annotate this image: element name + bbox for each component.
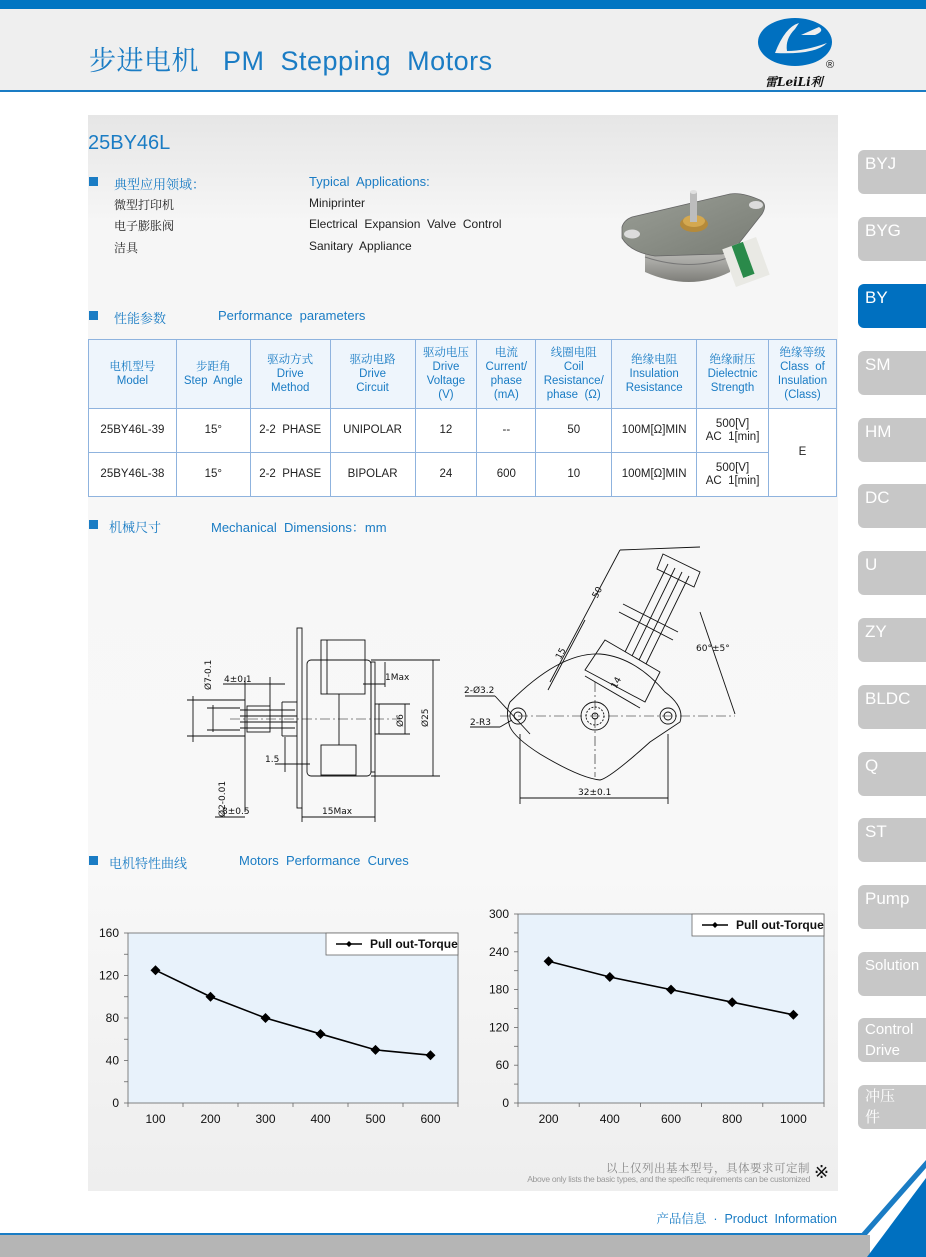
- column-header-cn: 绝缘电阻: [631, 354, 678, 366]
- x-tick-label: 600: [660, 1112, 682, 1126]
- footer-band: [0, 1235, 870, 1257]
- sidebar-tab-solution[interactable]: [858, 952, 926, 996]
- dim-pin-dia: Ø2-0.01: [218, 780, 228, 817]
- x-tick-label: 800: [722, 1112, 743, 1126]
- column-header-en: (mA): [493, 389, 519, 401]
- column-header-en: Circuit: [356, 382, 389, 394]
- sidebar-tab-label: Control Drive: [865, 1021, 914, 1059]
- dim-flange-gap: 1.5: [265, 755, 280, 765]
- cell-drive-circuit: BIPOLAR: [330, 453, 415, 497]
- column-header-en: Drive: [359, 368, 386, 380]
- x-tick-label: 400: [310, 1112, 331, 1126]
- dim-lead-len: 50: [590, 585, 606, 601]
- column-header-en: (Class): [784, 389, 821, 401]
- cell-dielectric-strength: [697, 409, 769, 453]
- table-row: [89, 409, 837, 453]
- column-header-cn: 电机型号: [109, 361, 156, 373]
- logo-wordmark: 雷LeiLi利: [765, 75, 823, 89]
- dim-body-dia: Ø25: [421, 708, 431, 727]
- sidebar-tab-label: DC: [865, 488, 890, 507]
- performance-heading-en: Performance parameters: [218, 308, 366, 323]
- sidebar-tab-label: BY: [865, 288, 888, 307]
- customization-note-en: Above only lists the basic types, and the specific requirements can be customized: [527, 1174, 810, 1184]
- dim-shaft-len: 8±0.5: [222, 807, 250, 817]
- cell-current: --: [477, 409, 536, 453]
- column-header-en: Insulation: [629, 368, 679, 380]
- table-row: [89, 453, 837, 497]
- section-bullet-icon: [89, 520, 98, 529]
- column-header-en: phase (Ω): [546, 389, 601, 401]
- column-header: [697, 340, 769, 409]
- column-header-en: Step Angle: [183, 375, 243, 387]
- sidebar-tab-label: Pump: [865, 889, 910, 908]
- dim-back-gap: 1Max: [385, 673, 410, 683]
- column-header-cn: 绝缘等级: [779, 347, 826, 359]
- sidebar-tab-label: Q: [865, 756, 879, 775]
- performance-table: [88, 339, 837, 497]
- company-logo: [755, 15, 845, 93]
- section-bullet-icon: [89, 856, 98, 865]
- cell-insulation-resistance: 100M[Ω]MIN: [612, 453, 697, 497]
- application-en: Electrical Expansion Valve Control: [309, 217, 502, 231]
- corner-decoration: [855, 1160, 926, 1257]
- dim-connector-offset: 15: [554, 646, 569, 662]
- column-header-cn: 步距角: [196, 361, 231, 373]
- applications-heading-en: Typical Applications:: [309, 174, 430, 189]
- x-tick-label: 300: [255, 1112, 276, 1126]
- dim-angle: 60°±5°: [696, 644, 730, 654]
- application-cn: 洁具: [114, 241, 139, 255]
- sidebar-tab-label: BLDC: [865, 689, 911, 708]
- y-tick-label: 240: [488, 944, 509, 959]
- sidebar-tab-label: 冲压件: [865, 1088, 896, 1126]
- sidebar-tab-control-drive[interactable]: [858, 1018, 926, 1062]
- sidebar-tab-dc[interactable]: [858, 484, 926, 528]
- column-header-cn: 驱动电路: [349, 354, 396, 366]
- sidebar-tab-label: ZY: [865, 622, 887, 641]
- column-header-en: phase: [490, 375, 522, 387]
- y-tick-label: 0: [112, 1096, 119, 1110]
- x-tick-label: 400: [599, 1112, 620, 1126]
- plot-area: [518, 914, 824, 1103]
- column-header: [612, 340, 697, 409]
- column-header-cn: 电流: [494, 347, 518, 359]
- torque-chart-1: [90, 920, 465, 1135]
- column-header-en: Dielectnic: [707, 368, 758, 380]
- dim-hub-len: 4±0.1: [224, 675, 252, 685]
- column-header-en: Insulation: [777, 375, 828, 387]
- sidebar-tab-u[interactable]: [858, 551, 926, 595]
- column-header-en: Drive: [276, 368, 304, 380]
- column-header-en: Strength: [710, 382, 755, 394]
- sidebar-tab-zy[interactable]: [858, 618, 926, 662]
- registered-mark: ®: [826, 59, 835, 71]
- column-header: [415, 340, 477, 409]
- x-tick-label: 500: [365, 1112, 386, 1126]
- column-header: [330, 340, 415, 409]
- column-header: [477, 340, 536, 409]
- dielectric-duration: AC 1[min]: [705, 474, 760, 487]
- cell-insulation-class: E: [769, 409, 837, 497]
- sidebar-tab-冲压件[interactable]: [858, 1085, 926, 1129]
- sidebar-tab-st[interactable]: [858, 818, 926, 862]
- y-tick-label: 300: [488, 907, 509, 921]
- dim-hole-spacing: 32±0.1: [578, 788, 612, 798]
- sidebar-tab-label: ST: [865, 822, 887, 841]
- column-header-en: Resistance: [625, 382, 683, 394]
- dim-shaft-dia: Ø7-0.1: [204, 659, 214, 690]
- x-tick-label: 200: [538, 1112, 559, 1126]
- column-header: [176, 340, 250, 409]
- column-header-en: Drive: [432, 361, 460, 373]
- y-tick-label: 40: [105, 1053, 119, 1068]
- curves-heading-en: Motors Performance Curves: [239, 853, 409, 868]
- x-tick-label: 600: [420, 1112, 441, 1126]
- x-tick-label: 100: [145, 1112, 166, 1126]
- reference-mark-icon: ※: [814, 1162, 830, 1182]
- sidebar-tab-label: BYJ: [865, 154, 897, 173]
- sidebar-tab-byg[interactable]: [858, 217, 926, 261]
- application-cn: 电子膨胀阀: [114, 219, 175, 233]
- motor-photo: [610, 172, 780, 287]
- y-tick-label: 80: [105, 1011, 119, 1025]
- sidebar-tab-sm[interactable]: [858, 351, 926, 395]
- cell-model: 25BY46L-39: [89, 409, 177, 453]
- product-information-link[interactable]: 产品信息 · Product Information: [656, 1212, 837, 1226]
- column-header-cn: 线圈电阻: [550, 347, 597, 359]
- sidebar-tab-label: U: [865, 555, 878, 574]
- cell-drive-method: 2-2 PHASE: [250, 453, 330, 497]
- dim-width: 14: [609, 675, 625, 691]
- cell-drive-method: 2-2 PHASE: [250, 409, 330, 453]
- column-header-en: Model: [116, 375, 149, 387]
- column-header-en: (V): [438, 389, 454, 401]
- page-header: [0, 9, 926, 92]
- sidebar-tab-q[interactable]: [858, 752, 926, 796]
- dim-body-len: 15Max: [322, 807, 353, 817]
- column-header-en: Voltage: [426, 375, 466, 387]
- sidebar-tab-label: BYG: [865, 221, 901, 240]
- sidebar-tab-label: SM: [865, 355, 891, 374]
- cell-dielectric-strength: [697, 453, 769, 497]
- column-header-en: Resistance/: [543, 375, 604, 387]
- cell-current: 600: [477, 453, 536, 497]
- column-header: [769, 340, 837, 409]
- cell-coil-resistance: 50: [536, 409, 612, 453]
- column-header: [89, 340, 177, 409]
- y-tick-label: 160: [98, 926, 119, 940]
- dim-hole-dia: 2-Ø3.2: [464, 686, 495, 696]
- sidebar-tab-label: HM: [865, 422, 892, 441]
- sidebar-tab-by[interactable]: [858, 284, 926, 328]
- dielectric-voltage: 500[V]: [715, 417, 750, 430]
- y-tick-label: 180: [488, 982, 509, 997]
- section-bullet-icon: [89, 177, 98, 186]
- mechanical-heading-cn: 机械尺寸: [109, 520, 162, 535]
- application-en: Miniprinter: [309, 196, 366, 210]
- y-tick-label: 60: [495, 1058, 509, 1073]
- column-header: [250, 340, 330, 409]
- dim-radius: 2-R3: [470, 718, 491, 728]
- sidebar-tab-pump[interactable]: [858, 885, 926, 929]
- column-header-en: Current/: [485, 361, 528, 373]
- dielectric-voltage: 500[V]: [715, 461, 750, 474]
- y-tick-label: 120: [98, 968, 119, 983]
- dim-boss-dia: Ø6: [396, 714, 406, 727]
- y-tick-label: 0: [502, 1096, 509, 1110]
- y-tick-label: 120: [488, 1020, 509, 1035]
- dielectric-duration: AC 1[min]: [705, 430, 760, 443]
- performance-heading-cn: 性能参数: [114, 311, 167, 326]
- cell-step-angle: 15°: [176, 409, 250, 453]
- column-header: [536, 340, 612, 409]
- cell-voltage: 24: [415, 453, 477, 497]
- mechanical-heading-en: Mechanical Dimensions：mm: [211, 520, 387, 535]
- side-view-drawing: [185, 622, 445, 827]
- column-header-en: Class of: [780, 361, 825, 373]
- cell-insulation-resistance: 100M[Ω]MIN: [612, 409, 697, 453]
- legend-label: Pull out-Torque: [736, 918, 824, 932]
- column-header-en: Coil: [563, 361, 584, 373]
- x-tick-label: 1000: [780, 1112, 807, 1126]
- cell-model: 25BY46L-38: [89, 453, 177, 497]
- cell-voltage: 12: [415, 409, 477, 453]
- customization-note-cn: 以上仅列出基本型号，具体要求可定制: [606, 1163, 810, 1175]
- legend-label: Pull out-Torque: [370, 937, 458, 951]
- application-cn: 微型打印机: [114, 198, 175, 212]
- column-header-en: Method: [271, 382, 310, 394]
- table-header-row: [89, 340, 837, 409]
- sidebar-tab-bldc[interactable]: [858, 685, 926, 729]
- curves-heading-cn: 电机特性曲线: [109, 856, 188, 871]
- column-header-cn: 绝缘耐压: [709, 354, 756, 366]
- cell-step-angle: 15°: [176, 453, 250, 497]
- x-tick-label: 200: [200, 1112, 221, 1126]
- sidebar-tab-label: Solution: [865, 957, 920, 974]
- front-view-drawing: [460, 542, 750, 804]
- sidebar-tab-hm[interactable]: [858, 418, 926, 462]
- cell-coil-resistance: 10: [536, 453, 612, 497]
- column-header-cn: 驱动电压: [422, 347, 469, 359]
- plot-area: [128, 933, 458, 1103]
- section-bullet-icon: [89, 311, 98, 320]
- cell-drive-circuit: UNIPOLAR: [330, 409, 415, 453]
- applications-heading-cn: 典型应用领域：: [114, 177, 206, 192]
- torque-chart-2: [478, 903, 833, 1135]
- application-en: Sanitary Appliance: [309, 239, 412, 253]
- sidebar-tab-byj[interactable]: [858, 150, 926, 194]
- model-title: 25BY46L: [88, 132, 171, 154]
- column-header-cn: 驱动方式: [267, 354, 314, 366]
- top-accent-bar: [0, 0, 926, 9]
- page-title: 步进电机 PM Stepping Motors: [89, 46, 493, 76]
